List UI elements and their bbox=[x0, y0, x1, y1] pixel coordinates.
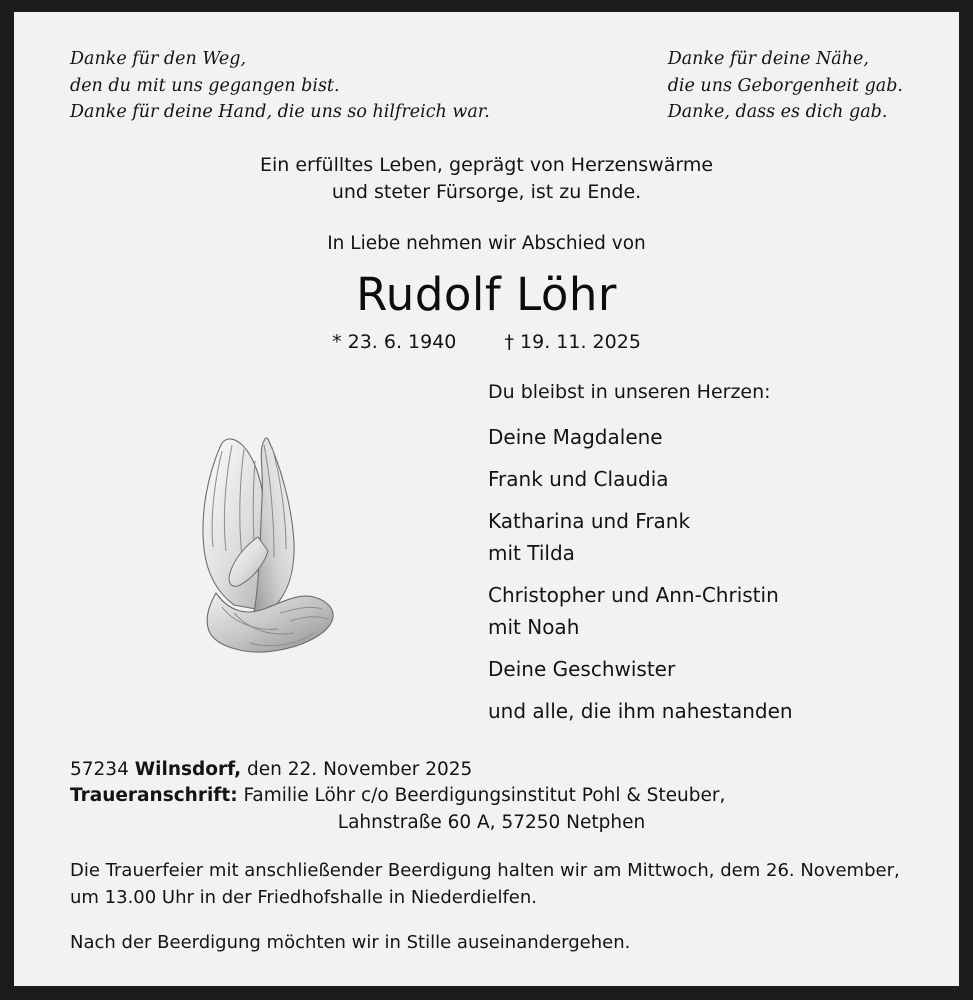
quote-block bbox=[70, 46, 903, 126]
mourning-address-line bbox=[70, 783, 913, 810]
quote-left-line-3: Danke für deine Hand, die uns so hilfreich war. bbox=[70, 102, 490, 123]
quote-right bbox=[668, 46, 903, 126]
ceremony-line-1: Die Trauerfeier mit anschließender Beerdigung halten wir am Mittwoch, dem 26. November, bbox=[70, 860, 900, 881]
announcement-date: den 22. November 2025 bbox=[241, 758, 473, 780]
obituary-card bbox=[14, 12, 959, 986]
mourning-address-label: Traueranschrift: bbox=[70, 785, 238, 807]
family-member: mit Noah bbox=[488, 614, 580, 639]
quote-right-line-1: Danke für deine Nähe, bbox=[667, 49, 869, 69]
quote-left-line-1: Danke für den Weg, bbox=[70, 49, 247, 69]
mourning-address-value: Familie Löhr c/o Beerdigungsinstitut Pohl & Steuber, bbox=[237, 785, 726, 807]
quote-right-line-3: Danke, dass es dich gab. bbox=[667, 102, 888, 123]
quote-left-line-2: den du mit uns gegangen bist. bbox=[70, 75, 340, 96]
ceremony-notice bbox=[70, 857, 913, 956]
family-title: Du bleibst in unseren Herzen: bbox=[488, 380, 771, 403]
obituary-content bbox=[14, 12, 959, 986]
birth-date: * 23. 6. 1940 bbox=[332, 330, 457, 353]
deceased-name: Rudolf Löhr bbox=[356, 267, 617, 321]
farewell-text: In Liebe nehmen wir Abschied von bbox=[327, 232, 646, 254]
quote-left bbox=[70, 46, 490, 126]
family-member: Deine Magdalene bbox=[488, 424, 663, 449]
middle-section bbox=[70, 381, 903, 751]
ceremony-line-2: um 13.00 Uhr in der Friedhofshalle in Niederdielfen. bbox=[70, 887, 537, 908]
family-member: Frank und Claudia bbox=[488, 466, 669, 491]
family-member: und alle, die ihm nahestanden bbox=[488, 698, 793, 723]
praying-hands-icon bbox=[160, 417, 390, 657]
city-name: Wilnsdorf, bbox=[134, 758, 242, 780]
family-member: Deine Geschwister bbox=[488, 656, 676, 681]
life-dates bbox=[70, 331, 903, 353]
footer-block bbox=[70, 757, 913, 956]
family-member: Christopher und Ann-Christin bbox=[488, 582, 779, 607]
death-date: † 19. 11. 2025 bbox=[504, 330, 641, 353]
postal-code: 57234 bbox=[70, 758, 135, 780]
quote-right-line-2: die uns Geborgenheit gab. bbox=[667, 75, 903, 96]
family-list bbox=[488, 381, 958, 741]
intro-text bbox=[70, 152, 903, 207]
intro-line-1: Ein erfülltes Leben, geprägt von Herzenswärme bbox=[259, 153, 714, 176]
intro-line-2: und steter Fürsorge, ist zu Ende. bbox=[331, 181, 642, 204]
mourning-address-street: Lahnstraße 60 A, 57250 Netphen bbox=[337, 812, 646, 834]
place-date-line bbox=[70, 757, 913, 784]
ceremony-line-3: Nach der Beerdigung möchten wir in Stille auseinandergehen. bbox=[70, 932, 631, 953]
family-member: Katharina und Frank bbox=[488, 508, 691, 533]
family-member: mit Tilda bbox=[488, 540, 575, 565]
